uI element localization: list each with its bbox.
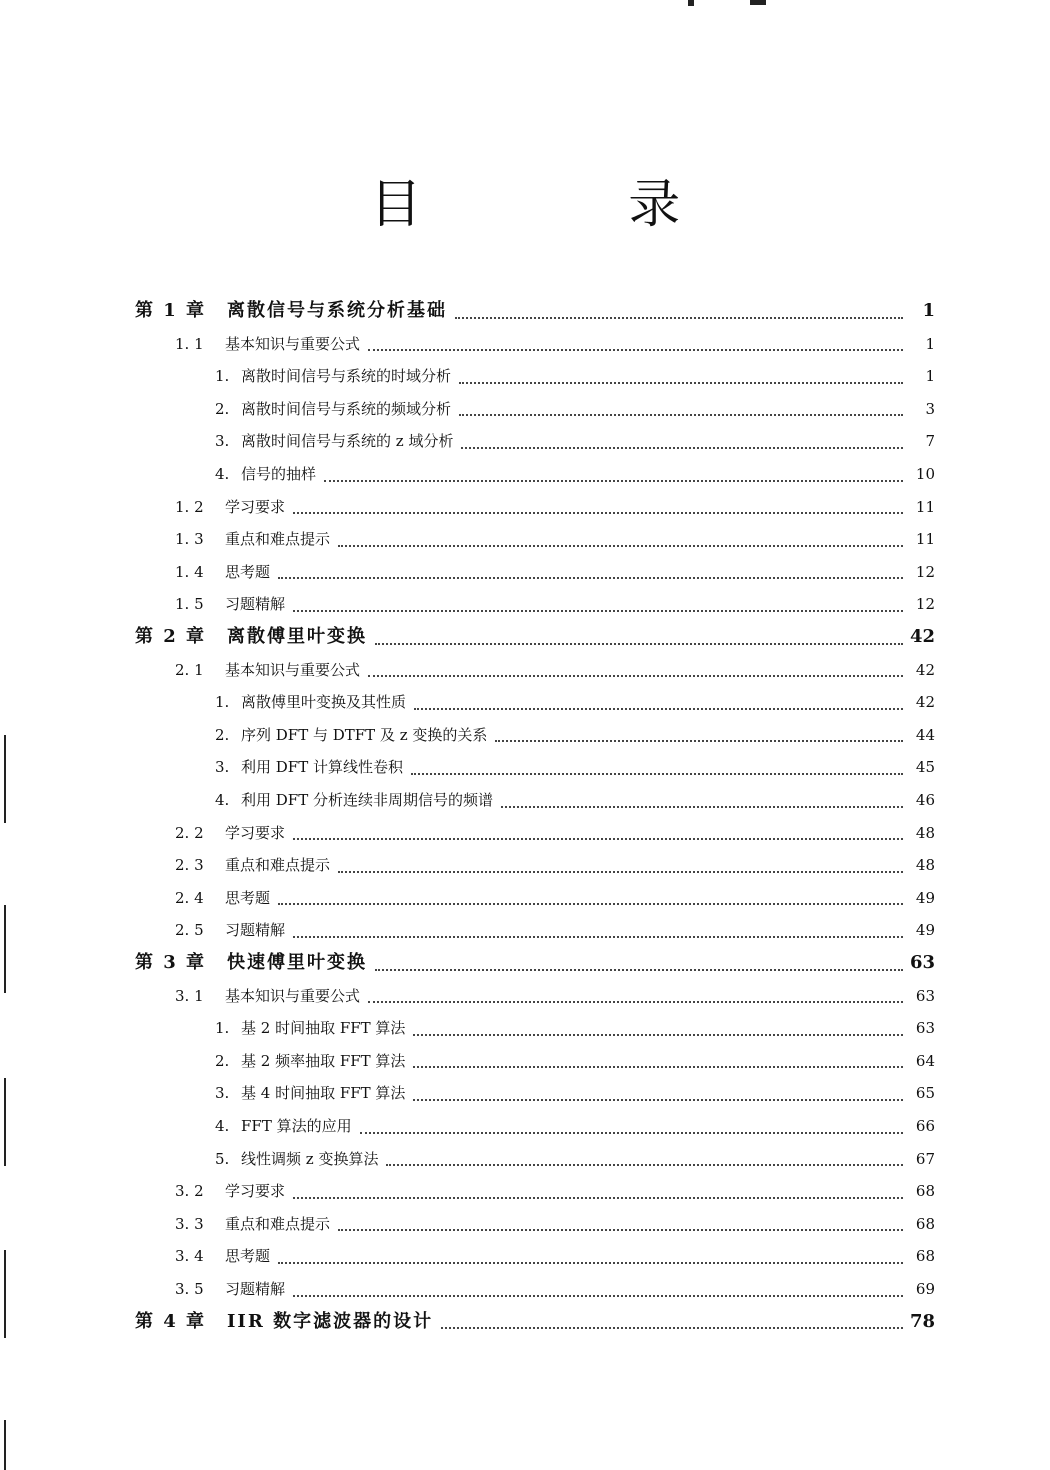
toc-page-number: 10 <box>915 465 935 483</box>
toc-entry-title: FFT 算法的应用 <box>241 1117 352 1135</box>
toc-section-entry <box>175 556 935 588</box>
dot-leader <box>338 544 903 547</box>
scan-edge-line <box>4 1420 6 1470</box>
toc-page-number: 68 <box>915 1182 935 1201</box>
toc-entry-number: 3. <box>215 1084 230 1103</box>
toc-entry-number: 第 1 章 <box>135 300 207 321</box>
toc-page-number: 49 <box>915 921 935 940</box>
toc-entry-title: 离散时间信号与系统的时域分析 <box>241 367 452 386</box>
toc-entry-title: 离散时间信号与系统的频域分析 <box>241 399 452 418</box>
toc-section-entry <box>175 914 935 946</box>
toc-chapter-entry <box>135 295 935 327</box>
toc-page-number: 78 <box>909 1310 935 1332</box>
scan-mark <box>688 0 694 6</box>
toc-entry-number: 4. <box>215 1117 230 1135</box>
toc-section-entry <box>175 980 935 1012</box>
dot-leader <box>360 1131 903 1134</box>
toc-entry-number: 1. 1 <box>175 334 204 353</box>
toc-entry-number: 5. <box>215 1149 230 1168</box>
toc-page-number: 65 <box>915 1084 935 1103</box>
toc-page-number: 3 <box>925 399 935 418</box>
dot-leader <box>278 902 903 905</box>
toc-section-entry <box>175 328 935 360</box>
toc-page-number: 48 <box>915 856 935 875</box>
toc-entry-number: 第 3 章 <box>135 952 207 973</box>
toc-entry-title: 利用 DFT 分析连续非周期信号的频谱 <box>241 791 493 809</box>
toc-subsection-entry <box>215 458 935 490</box>
dot-leader <box>368 348 903 351</box>
toc-page-number: 42 <box>915 693 935 712</box>
dot-leader <box>411 772 903 775</box>
toc-section-entry <box>175 491 935 523</box>
dot-leader <box>338 1228 903 1231</box>
toc-subsection-entry <box>215 1110 935 1142</box>
toc-entry-title: 重点和难点提示 <box>225 1214 331 1233</box>
toc-page-number: 45 <box>915 758 935 777</box>
toc-page-number: 63 <box>915 1019 935 1038</box>
toc-entry-title: 基本知识与重要公式 <box>225 660 361 679</box>
toc-section-entry <box>175 654 935 686</box>
toc-entry-title: 学习要求 <box>225 1182 286 1201</box>
toc-page-number: 63 <box>909 952 935 973</box>
toc-entry-number: 2. 4 <box>175 888 204 907</box>
toc-subsection-entry <box>215 425 935 457</box>
toc-page-number: 46 <box>915 791 935 809</box>
toc-entry-title: 线性调频 z 变换算法 <box>241 1149 379 1168</box>
toc-entry-number: 3. 5 <box>175 1280 204 1298</box>
dot-leader <box>495 739 903 742</box>
toc-section-entry <box>175 849 935 881</box>
dot-leader <box>414 707 903 710</box>
toc-page-number: 67 <box>915 1149 935 1168</box>
toc-entry-number: 2. 1 <box>175 660 204 679</box>
dot-leader <box>375 968 903 971</box>
scan-edge-line <box>4 1078 6 1166</box>
dot-leader <box>413 1033 903 1036</box>
toc-chapter-entry <box>135 947 935 979</box>
scan-mark <box>750 0 766 5</box>
toc-entry-number: 3. <box>215 758 230 777</box>
toc-subsection-entry <box>215 393 935 425</box>
toc-page-number: 63 <box>915 986 935 1005</box>
dot-leader <box>293 511 903 514</box>
toc-page-number: 12 <box>915 562 935 581</box>
dot-leader <box>441 1326 903 1329</box>
dot-leader <box>413 1065 903 1068</box>
toc-page-number: 69 <box>915 1280 935 1298</box>
toc-section-entry <box>175 1240 935 1272</box>
toc-subsection-entry <box>215 1012 935 1044</box>
toc-page-number: 12 <box>915 595 935 614</box>
toc-entry-title: 信号的抽样 <box>241 465 317 483</box>
toc-subsection-entry <box>215 719 935 751</box>
toc-subsection-entry <box>215 360 935 392</box>
toc-entry-number: 1. <box>215 1019 230 1038</box>
toc-entry-number: 3. 4 <box>175 1247 204 1266</box>
toc-entry-number: 第 2 章 <box>135 626 207 647</box>
dot-leader <box>455 316 903 319</box>
toc-entry-number: 4. <box>215 791 230 809</box>
toc-entry-title: 基 2 时间抽取 FFT 算法 <box>241 1019 406 1038</box>
toc-subsection-entry <box>215 1045 935 1077</box>
toc-entry-number: 3. 3 <box>175 1214 204 1233</box>
toc-page-number: 11 <box>915 497 935 516</box>
toc-entry-number: 2. <box>215 725 230 744</box>
toc-entry-title: 离散时间信号与系统的 z 域分析 <box>241 432 454 451</box>
dot-leader <box>293 609 903 612</box>
toc-entry-number: 2. <box>215 1051 230 1070</box>
toc-entry-title: 学习要求 <box>225 497 286 516</box>
toc-entry-number: 1. 2 <box>175 497 204 516</box>
toc-subsection-entry <box>215 686 935 718</box>
toc-entry-number: 1. 3 <box>175 530 204 549</box>
toc-page-number: 64 <box>915 1051 935 1070</box>
toc-entry-title: 重点和难点提示 <box>225 530 331 549</box>
toc-section-entry <box>175 523 935 555</box>
scan-edge-line <box>4 735 6 823</box>
toc-entry-title: IIR 数字滤波器的设计 <box>227 1310 434 1332</box>
toc-entry-number: 3. 2 <box>175 1182 204 1201</box>
toc-entry-number: 1. <box>215 693 230 712</box>
toc-page-number: 49 <box>915 888 935 907</box>
toc-page-number: 42 <box>915 660 935 679</box>
toc-section-entry <box>175 1273 935 1305</box>
toc-section-entry <box>175 817 935 849</box>
toc-entry-number: 3. 1 <box>175 986 204 1005</box>
toc-entry-title: 思考题 <box>225 562 271 581</box>
toc-entry-number: 2. 5 <box>175 921 204 940</box>
dot-leader <box>386 1163 903 1166</box>
toc-entry-number: 1. 5 <box>175 595 204 614</box>
dot-leader <box>368 1000 903 1003</box>
toc-entry-title: 学习要求 <box>225 823 286 842</box>
toc-entry-title: 思考题 <box>225 1247 271 1266</box>
toc-page-number: 68 <box>915 1247 935 1266</box>
toc-page-number: 66 <box>915 1117 935 1135</box>
dot-leader <box>375 642 903 645</box>
toc-page-number: 1 <box>925 367 935 386</box>
toc-page-number: 1 <box>922 300 935 321</box>
toc-entry-number: 1. <box>215 367 230 386</box>
toc-entry-title: 离散傅里叶变换 <box>227 626 367 647</box>
toc-subsection-entry <box>215 751 935 783</box>
dot-leader <box>413 1098 903 1101</box>
toc-subsection-entry <box>215 1143 935 1175</box>
toc-entry-title: 习题精解 <box>225 1280 286 1298</box>
dot-leader <box>293 1294 903 1297</box>
page-title: 目 录 <box>369 175 776 235</box>
dot-leader <box>278 576 903 579</box>
dot-leader <box>459 381 903 384</box>
toc-subsection-entry <box>215 784 935 816</box>
toc-section-entry <box>175 1208 935 1240</box>
toc-chapter-entry <box>135 621 935 653</box>
toc-entry-number: 1. 4 <box>175 562 204 581</box>
scan-edge-line <box>4 905 6 993</box>
toc-page-number: 1 <box>925 334 935 353</box>
toc-entry-title: 基本知识与重要公式 <box>225 334 361 353</box>
scan-edge-line <box>4 1250 6 1338</box>
dot-leader <box>461 446 903 449</box>
toc-page-number: 48 <box>915 823 935 842</box>
toc-entry-title: 序列 DFT 与 DTFT 及 z 变换的关系 <box>241 725 488 744</box>
dot-leader <box>338 870 903 873</box>
toc-entry-title: 习题精解 <box>225 595 286 614</box>
toc-page-number: 42 <box>909 626 935 647</box>
toc-entry-title: 基 2 频率抽取 FFT 算法 <box>241 1051 406 1070</box>
toc-entry-number: 2. 2 <box>175 823 204 842</box>
dot-leader <box>324 479 903 482</box>
toc-page-number: 11 <box>915 530 935 549</box>
toc-entry-title: 习题精解 <box>225 921 286 940</box>
toc-entry-title: 重点和难点提示 <box>225 856 331 875</box>
toc-subsection-entry <box>215 1077 935 1109</box>
toc-entry-title: 利用 DFT 计算线性卷积 <box>241 758 403 777</box>
dot-leader <box>293 837 903 840</box>
toc-entry-title: 离散信号与系统分析基础 <box>227 300 447 321</box>
dot-leader <box>278 1261 903 1264</box>
toc-entry-number: 2. 3 <box>175 856 204 875</box>
dot-leader <box>459 413 903 416</box>
toc-entry-title: 思考题 <box>225 888 271 907</box>
toc-section-entry <box>175 1175 935 1207</box>
toc-entry-number: 3. <box>215 432 230 451</box>
toc-entry-title: 快速傅里叶变换 <box>227 952 367 973</box>
toc-section-entry <box>175 882 935 914</box>
dot-leader <box>293 1196 903 1199</box>
toc-entry-title: 基 4 时间抽取 FFT 算法 <box>241 1084 406 1103</box>
dot-leader <box>293 935 903 938</box>
toc-entry-number: 第 4 章 <box>135 1310 207 1332</box>
toc-section-entry <box>175 588 935 620</box>
toc-entry-title: 离散傅里叶变换及其性质 <box>241 693 407 712</box>
toc-page-number: 7 <box>925 432 935 451</box>
toc-page-number: 44 <box>915 725 935 744</box>
toc-entry-number: 2. <box>215 399 230 418</box>
toc-page-number: 68 <box>915 1214 935 1233</box>
dot-leader <box>368 674 903 677</box>
toc-chapter-entry <box>135 1306 935 1338</box>
dot-leader <box>501 805 903 808</box>
toc-entry-title: 基本知识与重要公式 <box>225 986 361 1005</box>
toc-entry-number: 4. <box>215 465 230 483</box>
